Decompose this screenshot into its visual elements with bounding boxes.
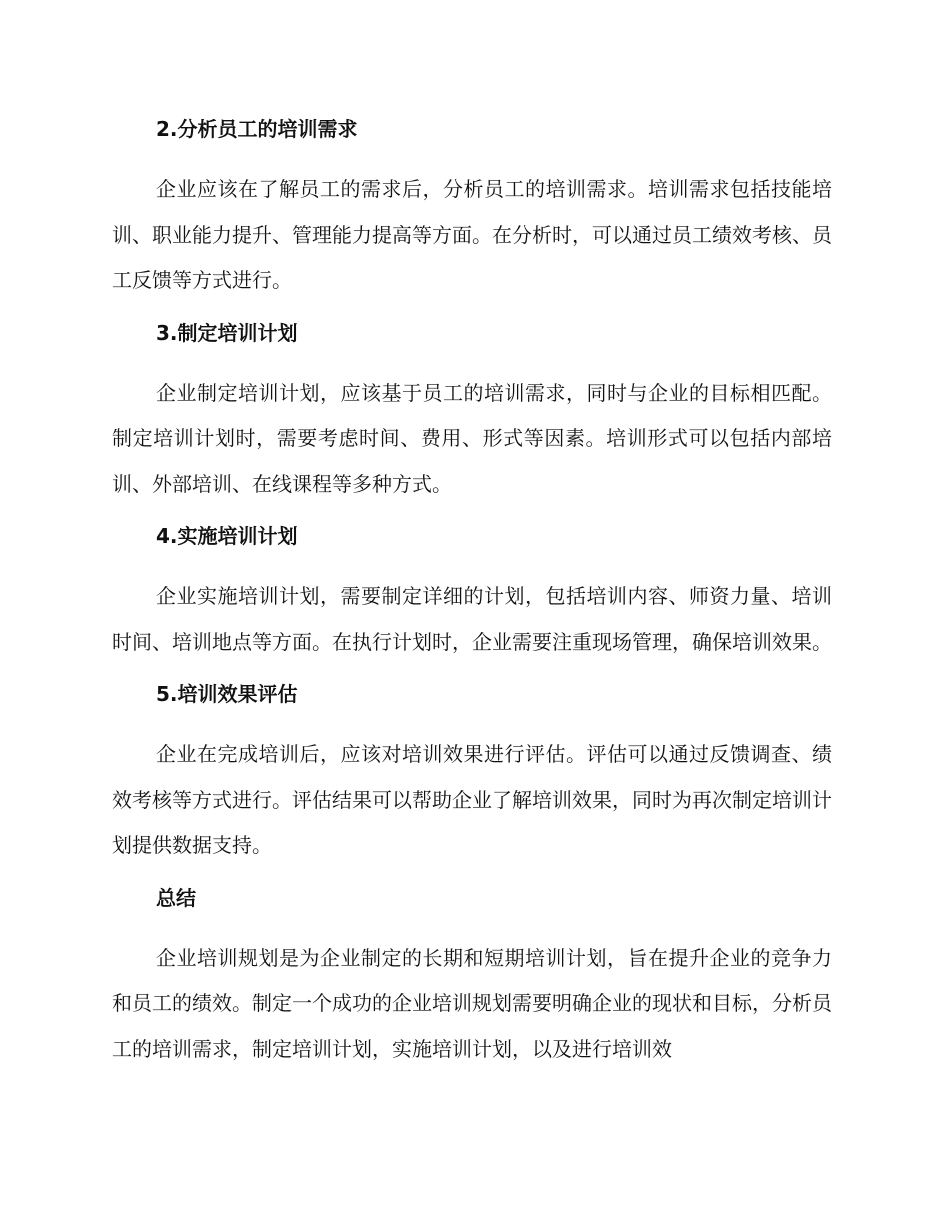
document-content	[112, 112, 832, 1084]
section-heading-evaluation: 5.培训效果评估	[156, 682, 298, 706]
section-heading-make-plan: 3.制定培训计划	[156, 320, 298, 345]
section-heading-analyze-needs: 2.分析员工的培训需求	[156, 117, 358, 141]
section-heading-summary: 总结	[156, 885, 196, 910]
section-body-summary: 企业培训规划是为企业制定的长期和短期培训计划，旨在提升企业的竞争力和员工的绩效。制定一个成功的企业培训规划需要明确企业的现状和目标，分析员工的培训需求，制定培训计划，实施培训计划，以及进行培训效	[112, 945, 832, 1061]
section-body-implement-plan: 企业实施培训计划，需要制定详细的计划，包括培训内容、师资力量、培训时间、培训地点等方面。在执行计划时，企业需要注重现场管理，确保培训效果。	[112, 584, 832, 654]
section-body-make-plan: 企业制定培训计划，应该基于员工的培训需求，同时与企业的目标相匹配。制定培训计划时，需要考虑时间、费用、形式等因素。培训形式可以包括内部培训、外部培训、在线课程等多种方式。	[112, 380, 832, 496]
section-heading-implement-plan: 4.实施培训计划	[156, 524, 298, 548]
section-body-evaluation: 企业在完成培训后，应该对培训效果进行评估。评估可以通过反馈调查、绩效考核等方式进行。评估结果可以帮助企业了解培训效果，同时为再次制定培训计划提供数据支持。	[112, 742, 832, 857]
section-body-analyze-needs: 企业应该在了解员工的需求后，分析员工的培训需求。培训需求包括技能培训、职业能力提升、管理能力提高等方面。在分析时，可以通过员工绩效考核、员工反馈等方式进行。	[112, 177, 832, 292]
